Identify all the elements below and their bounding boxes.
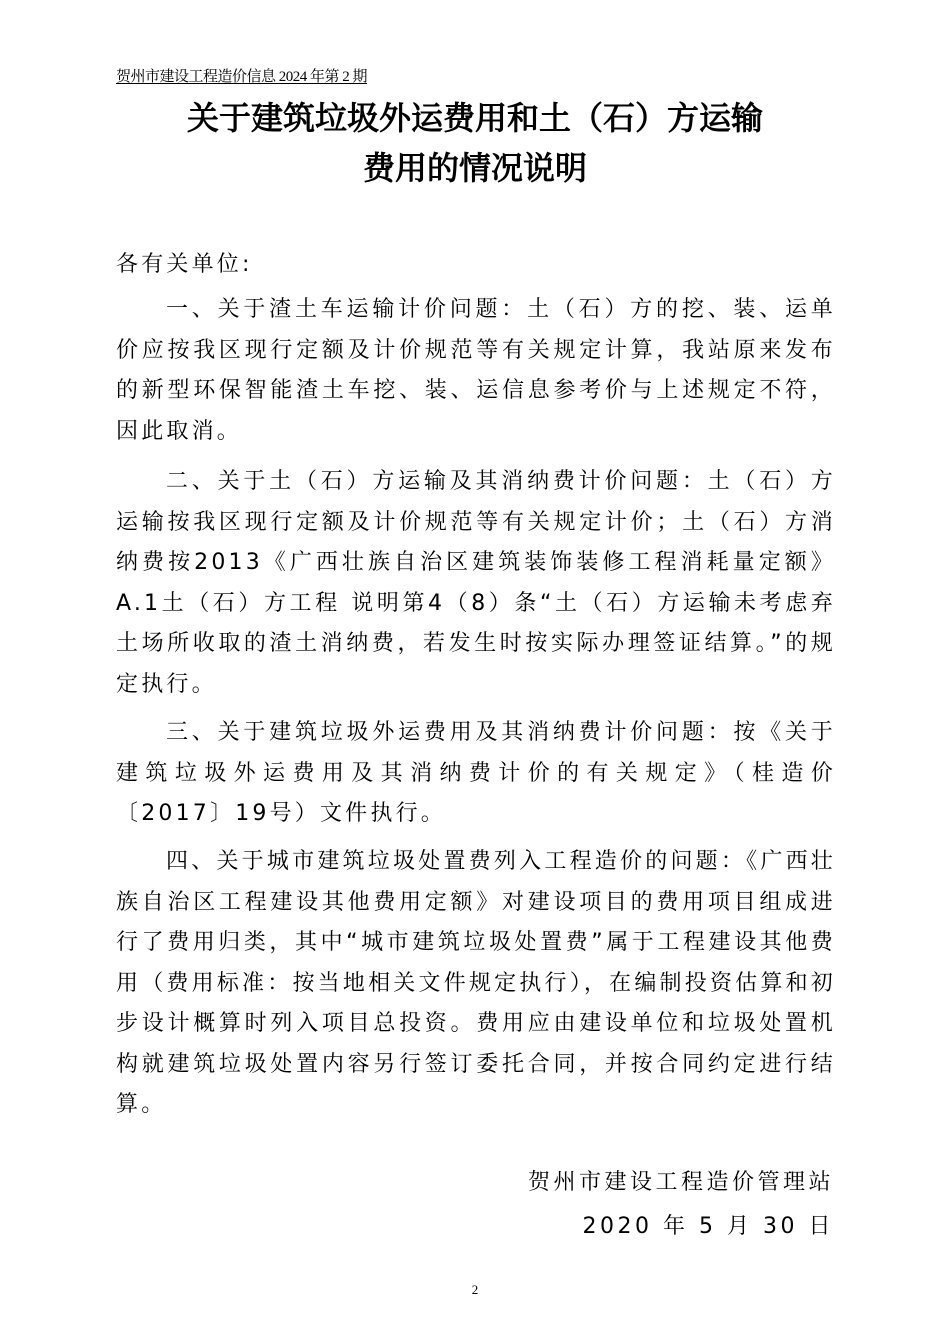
- page-number: 2: [471, 1282, 479, 1297]
- issue-date: 2020 年 5 月 30 日: [582, 1214, 834, 1239]
- issuer-signature: 贺州市建设工程造价管理站: [527, 1170, 834, 1195]
- paragraph-1: 一、关于渣土车运输计价问题：土（石）方的挖、装、运单价应按我区现行定额及计价规范等有关规定计算，我站原来发布的新型环保智能渣土车挖、装、运信息参考价与上述规定不符，因此取消。: [116, 297, 836, 444]
- salutation: 各有关单位:: [116, 252, 253, 277]
- document-title-line-2: 费用的情况说明: [362, 149, 587, 187]
- running-header: 贺州市建设工程造价信息 2024 年第 2 期: [116, 69, 368, 85]
- paragraph-3: 三、关于建筑垃圾外运费用及其消纳费计价问题：按《关于建筑垃圾外运费用及其消纳费计价的有关规定》（桂造价〔2017〕19号）文件执行。: [116, 720, 836, 826]
- document-title-line-1: 关于建筑垃圾外运费用和土（石）方运输: [186, 99, 763, 137]
- paragraph-4: 四、关于城市建筑垃圾处置费列入工程造价的问题：《广西壮族自治区工程建设其他费用定额》对建设项目的费用项目组成进行了费用归类，其中“城市建筑垃圾处置费”属于工程建设其他费用（费用标准：按当地相关文件规定执行），在编制投资估算和初步设计概算时列入项目总投资。费用应由建设单位和垃圾处置机构就建筑垃圾处置内容另行签订委托合同，并按合同约定进行结算。: [116, 849, 836, 1117]
- paragraph-2: 二、关于土（石）方运输及其消纳费计价问题：土（石）方运输按我区现行定额及计价规范等有关规定计价；土（石）方消纳费按2013《广西壮族自治区建筑装饰装修工程消耗量定额》A.1土（石）方工程 说明第4（8）条“土（石）方运输未考虑弃土场所收取的渣土消纳费，若发生时按实际办理签证结算。”的规定执行。: [116, 469, 836, 697]
